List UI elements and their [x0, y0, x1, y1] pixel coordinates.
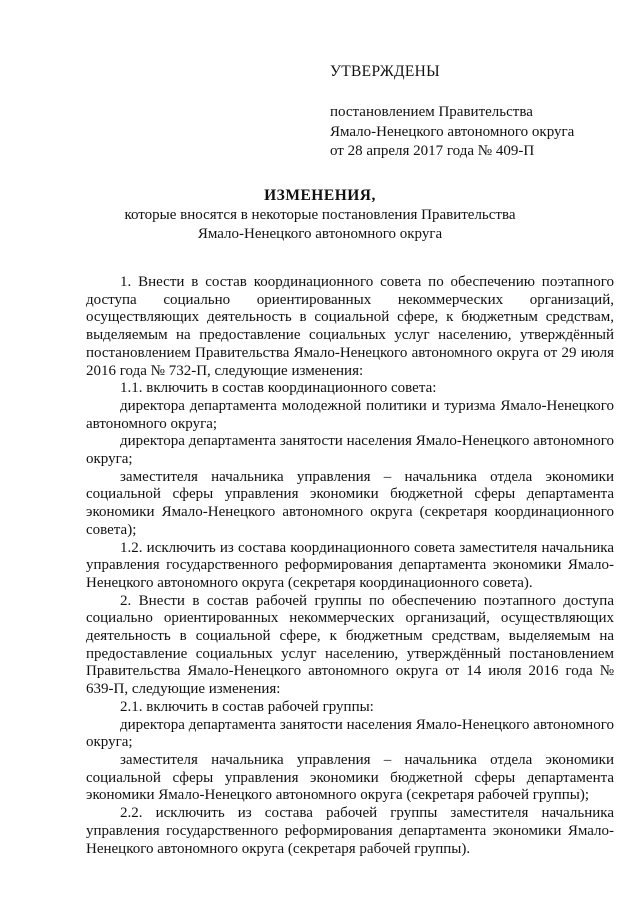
- paragraph-2: 2. Внести в состав рабочей группы по обеспечению поэтапного доступа социально ориентированных некоммерческих организаций, осуществляющих деятельность в социальной сфере, к бюджетным средствам, выделяемым на предоставление социальных услуг населению, утверждённый постановлением Правительства Ямало-Ненецкого автономного округа от 14 июля 2016 года № 639-П, следующие изменения:: [86, 592, 614, 698]
- approval-stamp: [330, 62, 630, 162]
- paragraph-item-employment-2: директора департамента занятости населения Ямало-Ненецкого автономного округа;: [86, 716, 614, 751]
- approval-line-3: от 28 апреля 2017 года № 409-П: [330, 143, 535, 159]
- paragraph-item-youth-policy: директора департамента молодежной политики и туризма Ямало-Ненецкого автономного округа;: [86, 397, 614, 432]
- paragraph-item-employment: директора департамента занятости населения Ямало-Ненецкого автономного округа;: [86, 433, 614, 468]
- paragraph-1: 1. Внести в состав координационного совета по обеспечению поэтапного доступа социально ориентированных некоммерческих организаций, осуществляющих деятельность в социальной сфере, к бюджетным средствам, выделяемым на предоставление социальных услуг населению, утверждённый постановлением Правительства Ямало-Ненецкого автономного округа от 29 июля 2016 года № 732-П, следующие изменения:: [86, 274, 614, 379]
- approval-line-1: постановлением Правительства: [330, 104, 533, 120]
- paragraph-1-2: 1.2. исключить из состава координационного совета заместителя начальника управления государственного реформирования департамента экономики Ямало-Ненецкого автономного округа (секретаря координационного совета).: [86, 539, 614, 591]
- approval-heading: УТВЕРЖДЕНЫ: [330, 63, 440, 80]
- paragraph-1-1: 1.1. включить в состав координационного совета:: [120, 380, 437, 397]
- title-subtitle-2: Ямало-Ненецкого автономного округа: [197, 226, 443, 242]
- paragraph-item-deputy-head: заместителя начальника управления – начальника отдела экономики социальной сферы управления экономики бюджетной сферы департамента экономики Ямало-Ненецкого автономного округа (секретаря координационного совета);: [86, 468, 614, 538]
- paragraph-item-deputy-head-2: заместителя начальника управления – начальника отдела экономики социальной сферы управления экономики бюджетной сферы департамента экономики Ямало-Ненецкого автономного округа (секретаря рабочей группы);: [86, 751, 614, 804]
- title-main: ИЗМЕНЕНИЯ,: [264, 187, 376, 204]
- paragraph-2-2: 2.2. исключить из состава рабочей группы заместителя начальника управления государственного реформирования департамента экономики Ямало-Ненецкого автономного округа (секретаря рабочей группы).: [86, 805, 614, 857]
- document-body: [86, 274, 614, 858]
- title-subtitle-1: которые вносятся в некоторые постановления Правительства: [124, 207, 516, 223]
- approval-line-2: Ямало-Ненецкого автономного округа: [330, 123, 575, 140]
- paragraph-2-1: 2.1. включить в состав рабочей группы:: [120, 698, 374, 715]
- document-title: [80, 186, 560, 244]
